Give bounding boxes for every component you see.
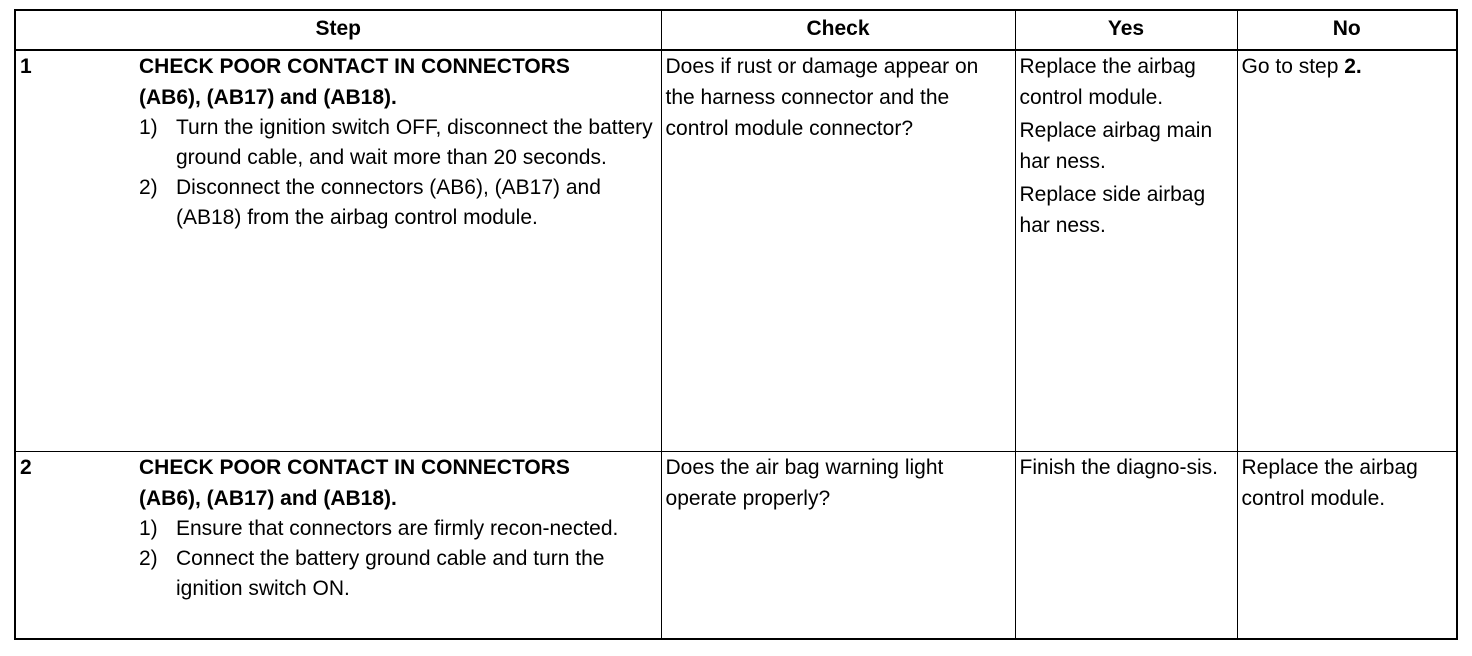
substep-item [139, 544, 657, 604]
header-yes: Yes [1015, 10, 1237, 50]
step-title-line2: (AB6), (AB17) and (AB18). [139, 487, 397, 510]
header-step: Step [15, 10, 661, 50]
step-description [135, 452, 661, 640]
step-description [135, 50, 661, 452]
table-row [15, 50, 1457, 452]
substep-text: Ensure that connectors are firmly recon-nected. [176, 517, 619, 540]
check-cell: Does if rust or damage appear on the harness connector and the control module connector? [661, 50, 1015, 452]
yes-action: Replace airbag main har ness. [1019, 119, 1213, 173]
substep-item [139, 113, 657, 173]
substep-marker: 2) [139, 547, 158, 570]
substep-marker: 1) [139, 517, 158, 540]
substep-item [139, 173, 657, 233]
substep-item [139, 514, 657, 544]
substep-list [139, 113, 657, 233]
yes-action: Finish the diagno-sis. [1019, 456, 1218, 479]
table-row [15, 452, 1457, 640]
yes-cell [1015, 50, 1237, 452]
table-header-row [15, 10, 1457, 50]
substep-marker: 2) [139, 176, 158, 199]
header-no: No [1237, 10, 1457, 50]
step-title-line1: CHECK POOR CONTACT IN CONNECTORS [139, 456, 570, 479]
yes-action: Replace the airbag control module. [1019, 55, 1196, 109]
step-title [139, 452, 657, 514]
no-cell [1237, 50, 1457, 452]
yes-cell [1015, 452, 1237, 640]
substep-list [139, 514, 657, 604]
step-number: 1 [15, 50, 135, 452]
substep-text: Turn the ignition switch OFF, disconnect the battery ground cable, and wait more than 20 seconds. [176, 116, 653, 169]
no-cell: Replace the airbag control module. [1237, 452, 1457, 640]
substep-text: Disconnect the connectors (AB6), (AB17) and (AB18) from the airbag control module. [176, 176, 601, 229]
no-action-step-ref: 2. [1344, 55, 1362, 78]
diagnostic-table [14, 9, 1458, 640]
substep-text: Connect the battery ground cable and turn the ignition switch ON. [176, 547, 605, 600]
header-check: Check [661, 10, 1015, 50]
step-number: 2 [15, 452, 135, 640]
step-title [139, 51, 657, 113]
yes-action: Replace side airbag har ness. [1019, 183, 1206, 237]
check-cell: Does the air bag warning light operate properly? [661, 452, 1015, 640]
step-title-line2: (AB6), (AB17) and (AB18). [139, 86, 397, 109]
step-title-line1: CHECK POOR CONTACT IN CONNECTORS [139, 55, 570, 78]
no-action-prefix: Go to step [1241, 55, 1345, 78]
substep-marker: 1) [139, 116, 158, 139]
